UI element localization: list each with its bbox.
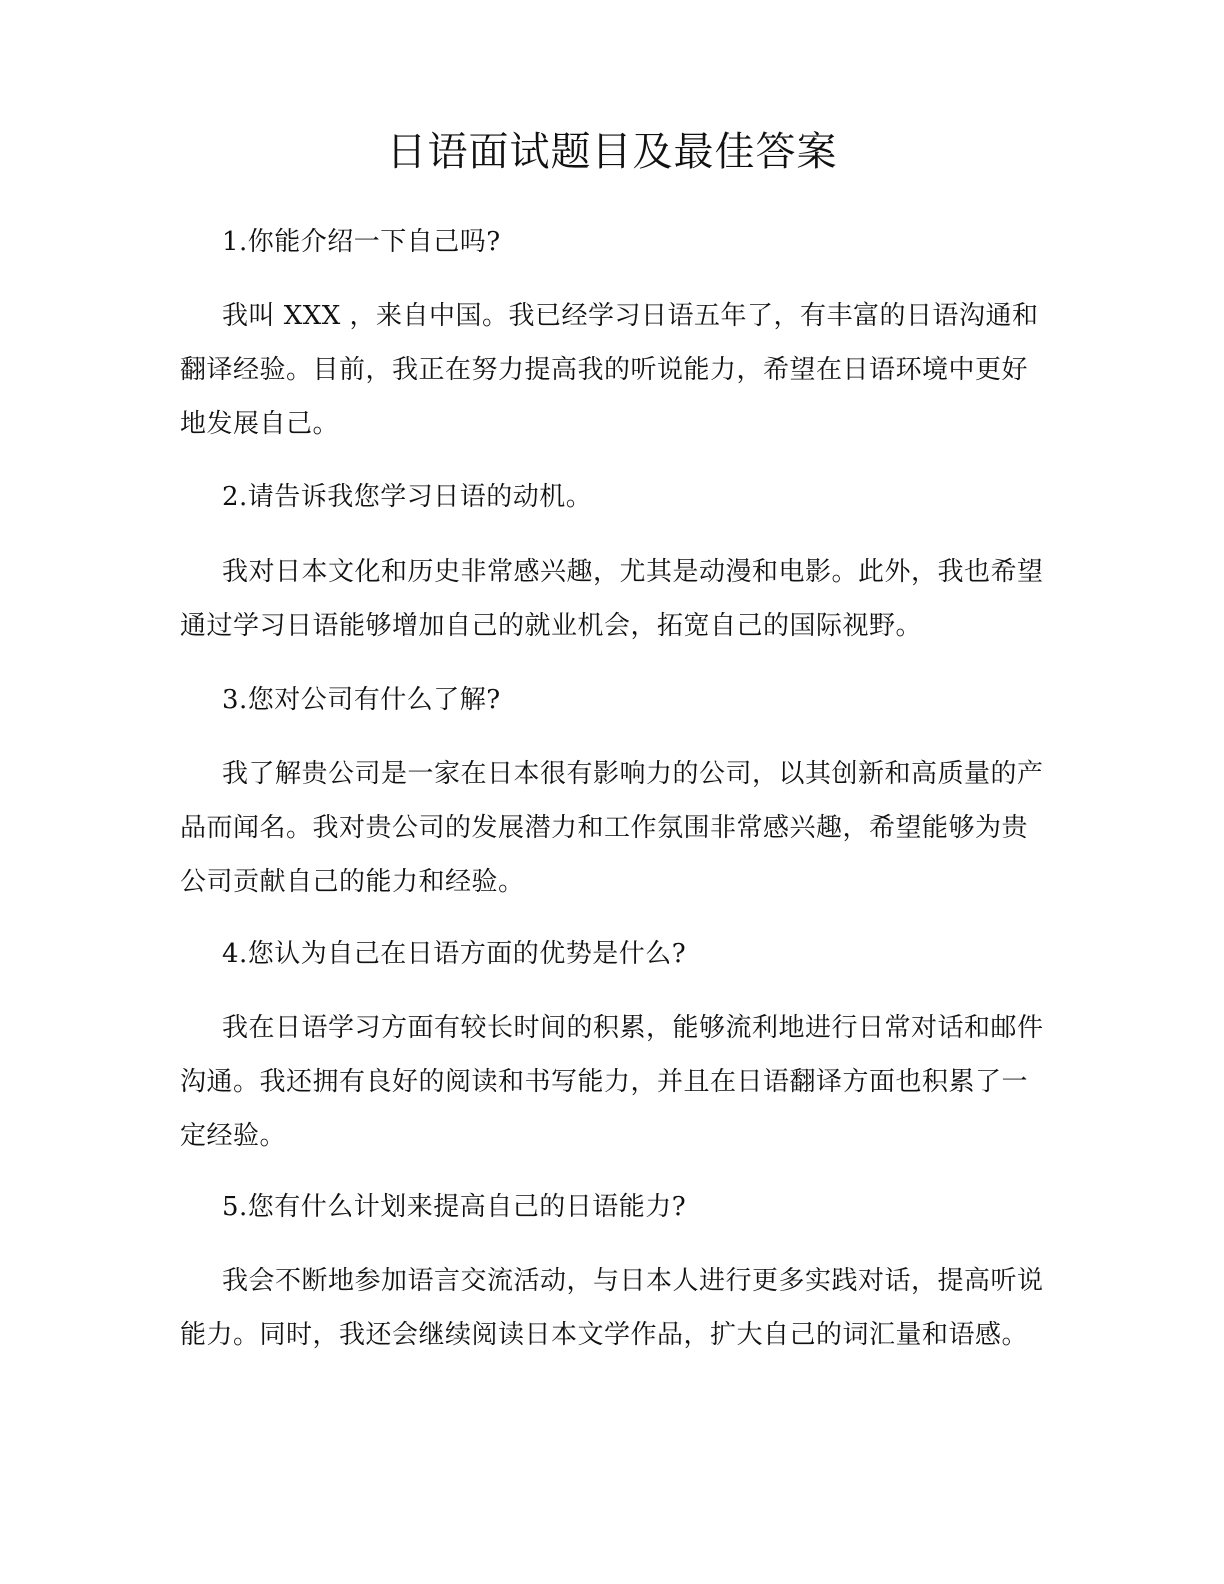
answer-2: 我对日本文化和历史非常感兴趣，尤其是动漫和电影。此外，我也希望通过学习日语能够增加自己的就业机会，拓宽自己的国际视野。 — [180, 557, 1044, 641]
question-3: 3.您对公司有什么了解? — [222, 685, 501, 715]
question-4: 4.您认为自己在日语方面的优势是什么? — [222, 939, 687, 969]
answer-1: 我叫 XXX ，来自中国。我已经学习日语五年了，有丰富的日语沟通和翻译经验。目前，我正在努力提高我的听说能力，希望在日语环境中更好地发展自己。 — [180, 301, 1039, 439]
answer-4: 我在日语学习方面有较长时间的积累，能够流利地进行日常对话和邮件沟通。我还拥有良好的阅读和书写能力，并且在日语翻译方面也积累了一定经验。 — [180, 1013, 1044, 1151]
question-5: 5.您有什么计划来提高自己的日语能力? — [222, 1192, 687, 1222]
question-2: 2.请告诉我您学习日语的动机。 — [222, 482, 593, 512]
answer-3: 我了解贵公司是一家在日本很有影响力的公司，以其创新和高质量的产品而闻名。我对贵公司的发展潜力和工作氛围非常感兴趣，希望能够为贵公司贡献自己的能力和经验。 — [180, 759, 1044, 897]
question-1: 1.你能介绍一下自己吗? — [222, 227, 501, 257]
document-title: 日语面试题目及最佳答案 — [386, 129, 838, 175]
answer-5: 我会不断地参加语言交流活动，与日本人进行更多实践对话，提高听说能力。同时，我还会继续阅读日本文学作品，扩大自己的词汇量和语感。 — [180, 1266, 1044, 1350]
